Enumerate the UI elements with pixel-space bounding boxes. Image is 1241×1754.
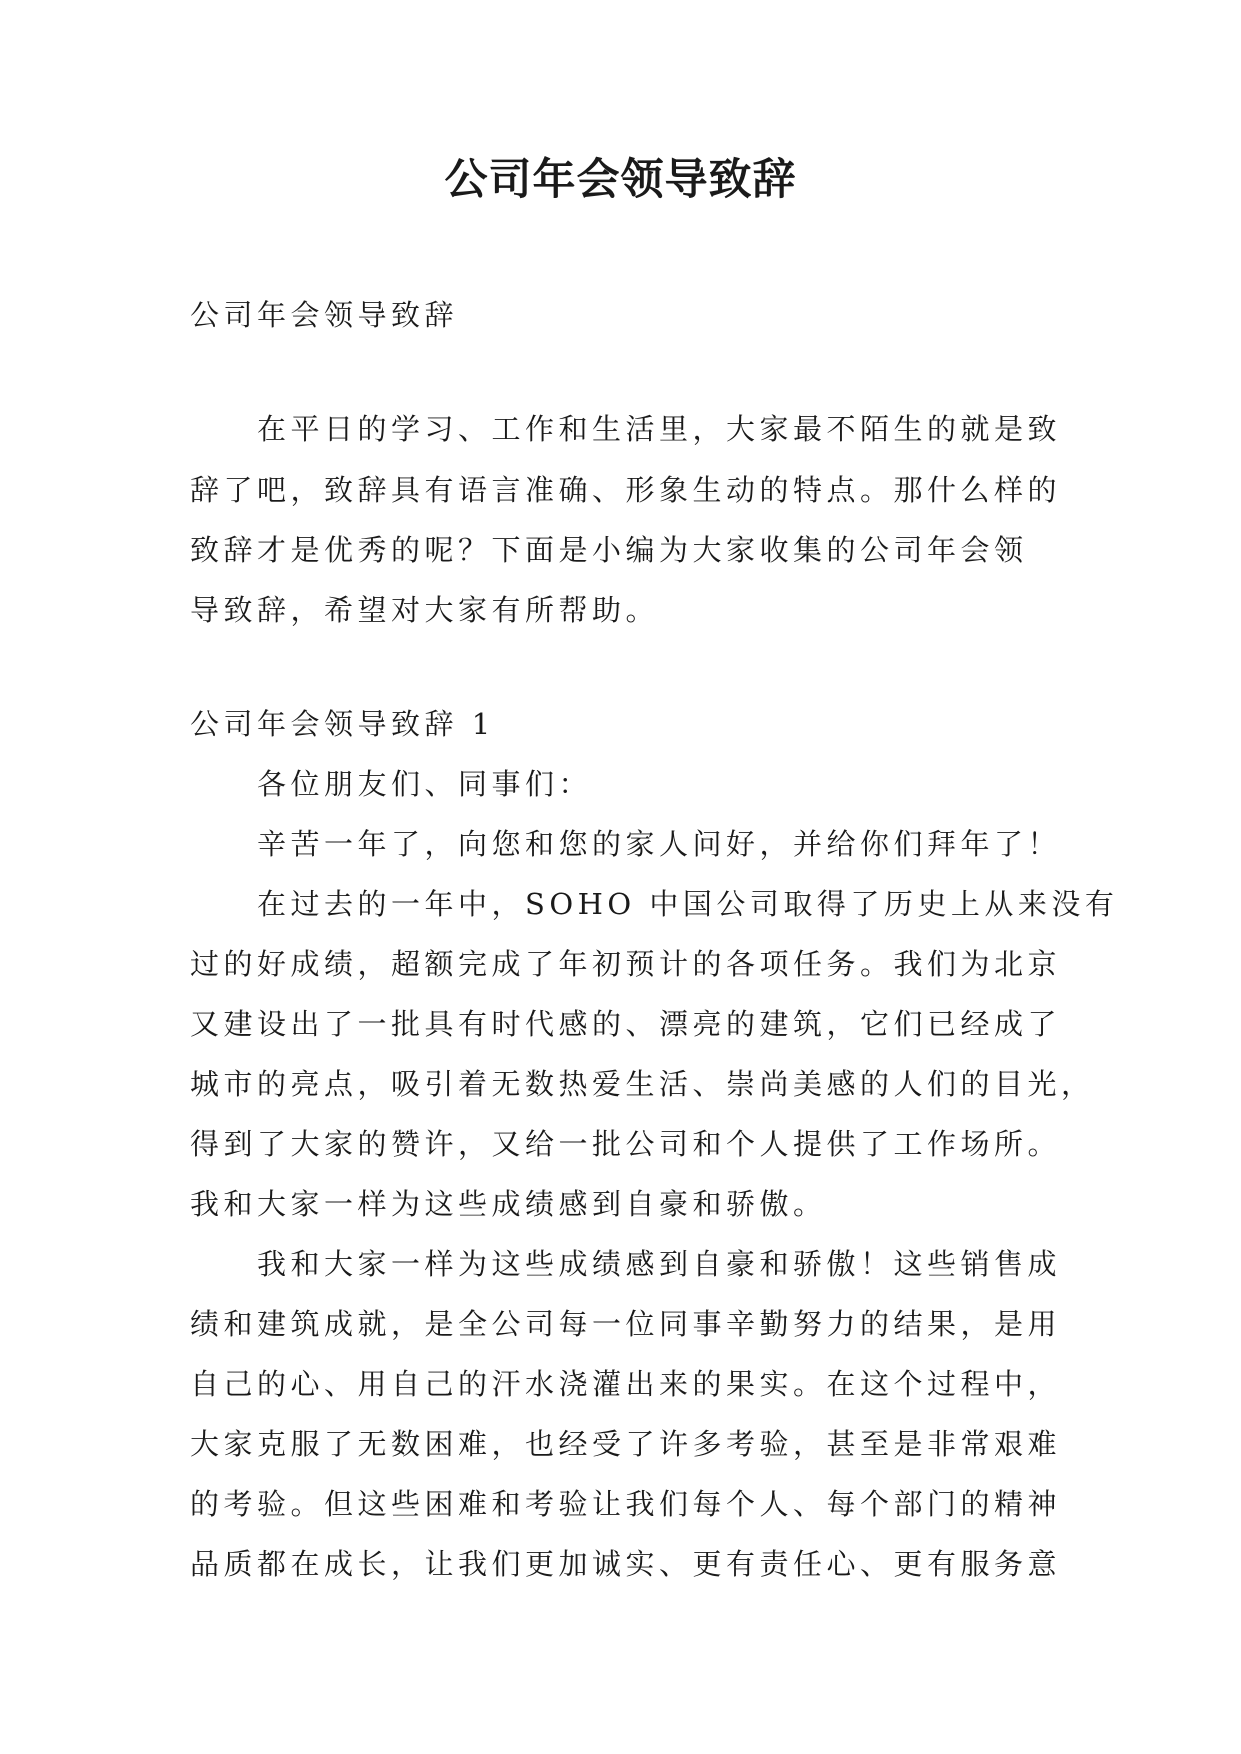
- intro-line: 致辞才是优秀的呢？下面是小编为大家收集的公司年会领: [190, 533, 1028, 567]
- wish-line: 辛苦一年了，向您和您的家人问好，并给你们拜年了！: [257, 827, 1062, 861]
- paragraph-line: 又建设出了一批具有时代感的、漂亮的建筑，它们已经成了: [190, 1007, 1062, 1041]
- paragraph-line: 的考验。但这些困难和考验让我们每个人、每个部门的精神: [190, 1487, 1062, 1521]
- paragraph-line: 品质都在成长，让我们更加诚实、更有责任心、更有服务意: [190, 1547, 1062, 1581]
- intro-line: 导致辞，希望对大家有所帮助。: [190, 593, 660, 627]
- document-subtitle: 公司年会领导致辞: [190, 298, 459, 332]
- paragraph-line: 城市的亮点，吸引着无数热爱生活、崇尚美感的人们的目光，: [190, 1067, 1095, 1101]
- paragraph-line: 我和大家一样为这些成绩感到自豪和骄傲。: [190, 1187, 827, 1221]
- paragraph-line: 大家克服了无数困难，也经受了许多考验，甚至是非常艰难: [190, 1427, 1062, 1461]
- paragraph-line: 我和大家一样为这些成绩感到自豪和骄傲！这些销售成: [257, 1247, 1062, 1281]
- document-title: 公司年会领导致辞: [444, 155, 797, 205]
- greeting-line: 各位朋友们、同事们：: [257, 767, 593, 801]
- paragraph-line: 在过去的一年中，SOHO 中国公司取得了历史上从来没有: [257, 887, 1119, 921]
- paragraph-line: 绩和建筑成就，是全公司每一位同事辛勤努力的结果，是用: [190, 1307, 1062, 1341]
- section-heading: 公司年会领导致辞 1: [190, 707, 495, 741]
- paragraph-line: 过的好成绩，超额完成了年初预计的各项任务。我们为北京: [190, 947, 1062, 981]
- paragraph-line: 得到了大家的赞许，又给一批公司和个人提供了工作场所。: [190, 1127, 1062, 1161]
- paragraph-line: 自己的心、用自己的汗水浇灌出来的果实。在这个过程中，: [190, 1367, 1062, 1401]
- intro-line: 在平日的学习、工作和生活里，大家最不陌生的就是致: [257, 412, 1062, 446]
- intro-line: 辞了吧，致辞具有语言准确、形象生动的特点。那什么样的: [190, 473, 1062, 507]
